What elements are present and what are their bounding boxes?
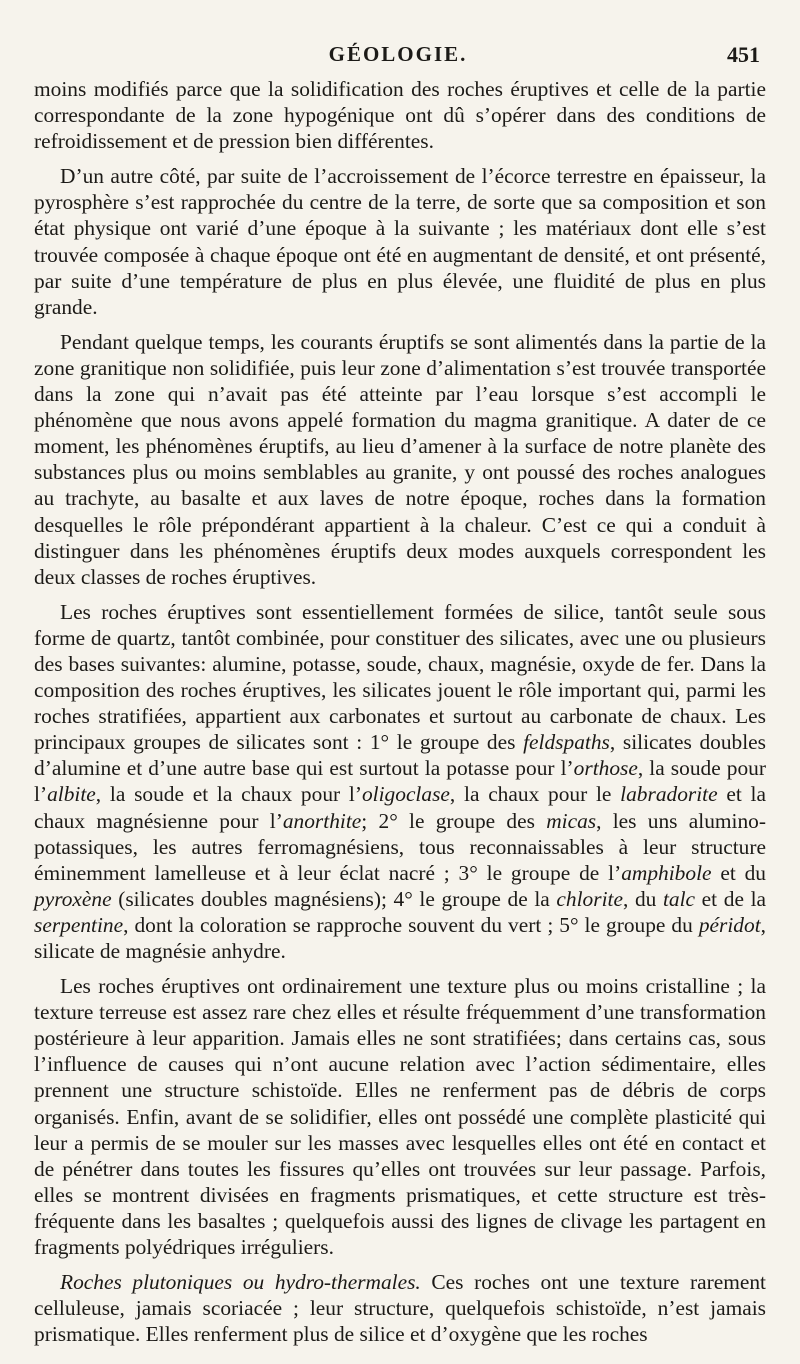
body-text xyxy=(34,76,766,1356)
text-run: , du xyxy=(622,886,663,911)
italic-term: Roches plutoniques ou hydro-thermales. xyxy=(60,1270,421,1295)
paragraph xyxy=(34,76,766,154)
text-run: et de la xyxy=(695,886,767,911)
text-run: , la chaux pour le xyxy=(449,782,621,807)
italic-term: amphibole xyxy=(621,860,712,885)
text-run: , silicates doubles d’alumine et d’une autre base qui est surtout la potasse pour l’ xyxy=(34,730,766,781)
italic-term: pyroxène xyxy=(34,886,112,911)
text-run: , silicate de magnésie anhydre. xyxy=(34,912,766,963)
italic-term: labradorite xyxy=(620,782,718,807)
paragraph xyxy=(34,599,766,964)
italic-term: feldspaths xyxy=(523,730,610,755)
italic-term: chlorite xyxy=(556,886,623,911)
text-run: Les roches éruptives ont ordinairement une texture plus ou moins cristalline ; la texture terreuse est assez rare chez elles et résulte fréquemment d’une transformation postérieure à leur apparition. Jamais elles ne sont stratifiées; dans certains cas, sous l’influence de causes qui n’ont aucune relation avec l’action sédimentaire, elles prennent une structure schistoïde. Elles ne renferment pas de débris de corps organisés. Enfin, avant de se solidifier, elles ont possédé une complète plasticité qui leur a permis de se mouler sur les masses avec lesquelles elles ont été en contact et de pénétrer dans toutes les fissures qu’elles ont trouvées sur leur passage. Parfois, elles se montrent divisées en fragments prismatiques, et cette structure est très-fréquente dans les basaltes ; quelquefois aussi des lignes de clivage les partagent en fragments polyédriques irréguliers. xyxy=(34,974,766,1260)
italic-term: serpentine xyxy=(34,912,124,937)
italic-term: orthose xyxy=(573,756,638,781)
text-run: Les roches éruptives sont essentiellement formées de silice, tantôt seule sous forme de quartz, tantôt combinée, pour constituer des silicates, avec une ou plusieurs des bases suivantes: alumine, potasse, soude, chaux, magnésie, oxyde de fer. Dans la composition des roches éruptives, les silicates jouent le rôle important qui, parmi les roches stratifiées, appartient aux carbonates et surtout au carbonate de chaux. Les principaux groupes de silicates sont : 1° le groupe des xyxy=(34,599,766,755)
italic-term: oligoclase xyxy=(361,782,450,807)
italic-term: albite xyxy=(47,782,96,807)
text-run: Pendant quelque temps, les courants éruptifs se sont alimentés dans la partie de la zone granitique non solidifiée, puis leur zone d’alimentation s’est trouvée transportée dans la zone qui n’avait pas été atteinte par l’eau lorsque s’est accompli le phénomène que nous avons appelé formation du magma granitique. A dater de ce moment, les phénomènes éruptifs, au lieu d’amener à la surface de notre planète des substances plus ou moins semblables au granite, y ont poussé des roches analogues au trachyte, au basalte et aux laves de notre époque, roches dans la formation desquelles le rôle prépondérant appartient à la chaleur. C’est ce qui a conduit à distinguer dans les phénomènes éruptifs deux modes auxquels correspondent les deux classes de roches éruptives. xyxy=(34,329,766,589)
text-run: ; 2° le groupe des xyxy=(361,808,547,833)
text-run: et la chaux magnésienne pour l’ xyxy=(34,782,766,833)
running-title: GÉOLOGIE. xyxy=(328,42,468,66)
text-run: et du xyxy=(711,860,766,885)
text-run: moins modifiés parce que la solidification des roches éruptives et celle de la partie correspondante de la zone hypogénique ont dû s’opérer dans des conditions de refroidissement et de pression bien différentes. xyxy=(34,77,766,154)
italic-term: micas xyxy=(546,808,597,833)
page-number: 451 xyxy=(727,42,760,67)
text-run: , la soude pour l’ xyxy=(34,756,766,807)
text-run: , les uns alumino-potassiques, les autres ferromagnésiens, tous reconnaissables à leur structure éminemment lamelleuse et à leur éclat nacré ; 3° le groupe de l’ xyxy=(34,808,766,885)
page-header xyxy=(36,42,760,76)
paragraph xyxy=(34,1269,766,1347)
text-run: (silicates doubles magnésiens); 4° le groupe de la xyxy=(111,886,557,911)
italic-term: talc xyxy=(662,886,696,911)
text-run: D’un autre côté, par suite de l’accroissement de l’écorce terrestre en épaisseur, la pyrosphère s’est rapprochée du centre de la terre, de sorte que sa composition et son état physique ont varié d’une époque à la suivante ; les matériaux dont elle s’est trouvée composée à chaque époque ont été en augmentant de densité, et ont présenté, par suite d’une température de plus en plus élevée, une fluidité de plus en plus grande. xyxy=(34,164,766,319)
text-run: Ces roches ont une texture rarement celluleuse, jamais scoriacée ; leur structure, quelquefois schistoïde, n’est jamais prismatique. Elles renferment plus de silice et d’oxygène que les roches xyxy=(34,1270,766,1347)
italic-term: péridot xyxy=(698,912,761,937)
italic-term: anorthite xyxy=(282,808,362,833)
paragraph xyxy=(34,163,766,320)
paragraph xyxy=(34,973,766,1260)
paragraph xyxy=(34,329,766,590)
text-run: , la soude et la chaux pour l’ xyxy=(95,782,362,807)
text-run: , dont la coloration se rapproche souvent du vert ; 5° le groupe du xyxy=(123,912,699,937)
